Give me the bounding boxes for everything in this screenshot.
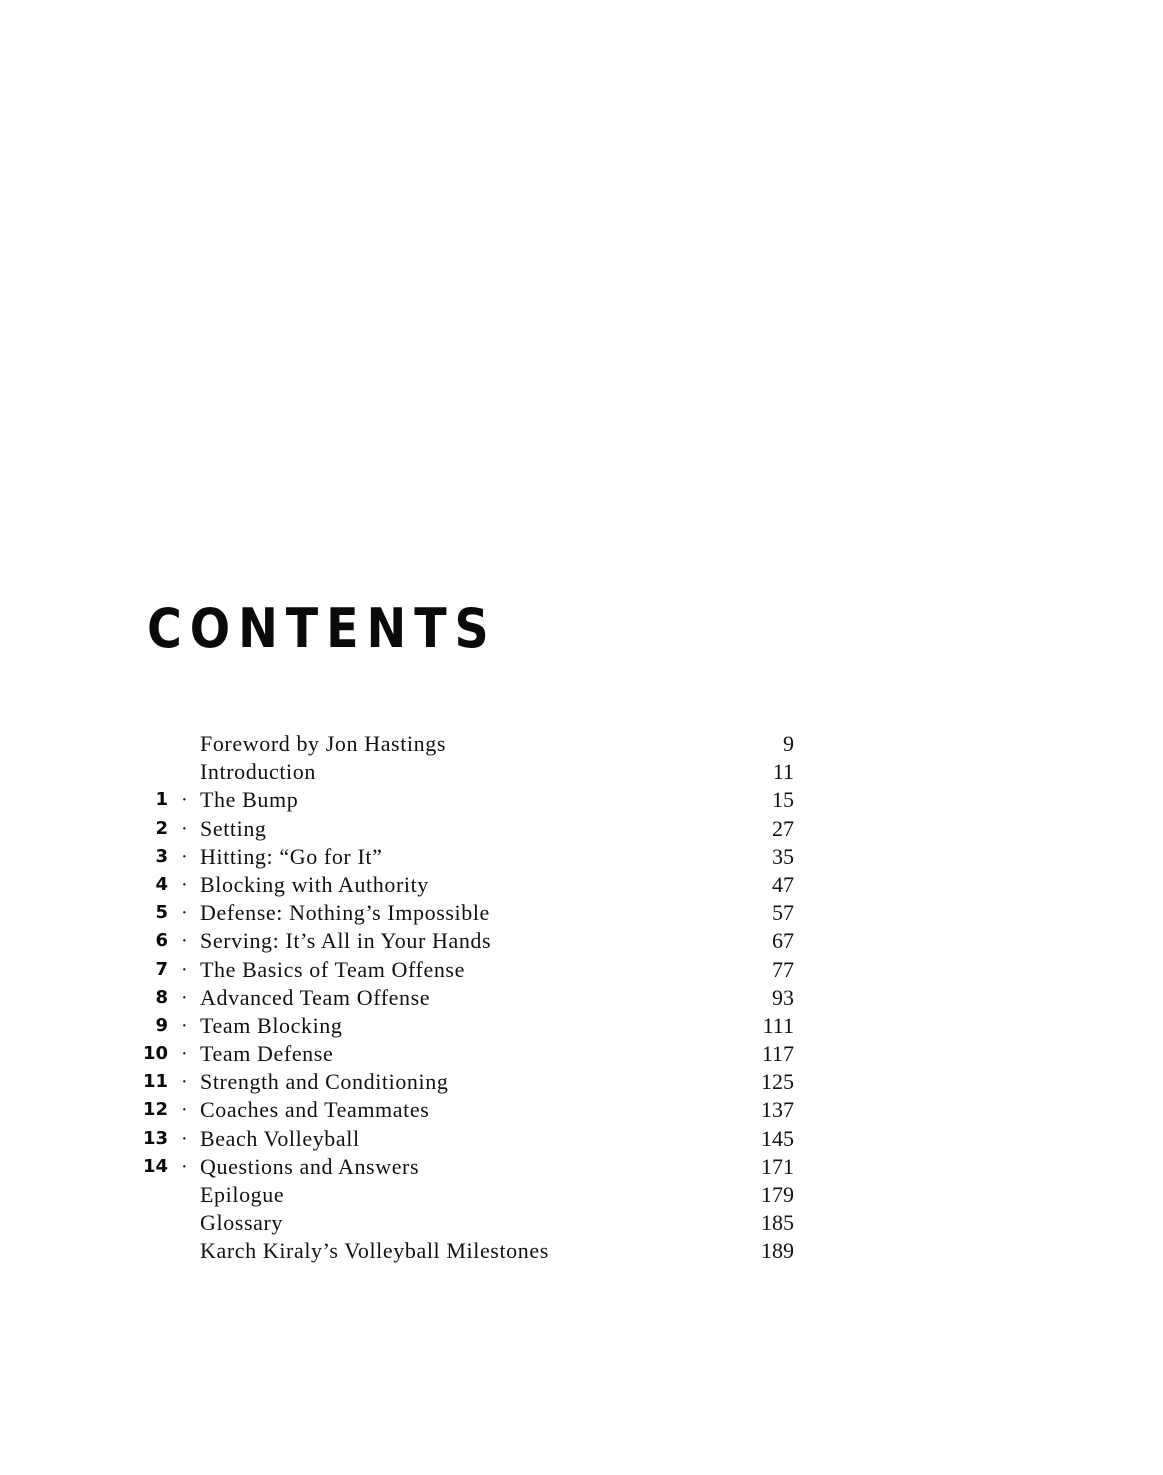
entry-title: Foreword by Jon Hastings bbox=[200, 731, 447, 756]
chapter-number: 6 bbox=[155, 930, 168, 952]
entry-title: Team Defense bbox=[200, 1041, 334, 1067]
entry-title: The Bump bbox=[200, 787, 299, 813]
page-number: 9 bbox=[783, 731, 794, 756]
page-number: 189 bbox=[761, 1238, 794, 1264]
toc-entry bbox=[140, 871, 800, 899]
toc-entry bbox=[140, 1040, 800, 1068]
entry-title: Blocking with Authority bbox=[200, 871, 429, 897]
chapter-number: 4 bbox=[155, 873, 168, 895]
entry-title: Coaches and Teammates bbox=[200, 1097, 430, 1123]
entry-title: Beach Volleyball bbox=[200, 1125, 360, 1151]
entry-title: The Basics of Team Offense bbox=[200, 956, 465, 982]
chapter-number: 13 bbox=[142, 1127, 168, 1149]
page-number: 27 bbox=[772, 815, 794, 841]
page-number: 15 bbox=[772, 787, 794, 813]
bullet-separator: · bbox=[181, 817, 188, 840]
toc-entry bbox=[140, 1068, 800, 1096]
toc-entry bbox=[140, 1237, 800, 1265]
toc-entry bbox=[140, 758, 800, 786]
entry-title: Epilogue bbox=[200, 1182, 285, 1207]
bullet-separator: · bbox=[181, 1014, 188, 1037]
entry-title: Strength and Conditioning bbox=[200, 1069, 449, 1095]
entry-title: Setting bbox=[200, 815, 267, 841]
toc-entry bbox=[140, 730, 800, 758]
entry-title: Advanced Team Offense bbox=[200, 984, 431, 1010]
page-number: 67 bbox=[772, 928, 794, 954]
chapter-number: 12 bbox=[142, 1099, 168, 1121]
bullet-separator: · bbox=[181, 1099, 188, 1122]
chapter-number: 2 bbox=[155, 817, 168, 839]
page-number: 185 bbox=[761, 1210, 794, 1236]
bullet-separator: · bbox=[181, 789, 188, 812]
entry-title: Team Blocking bbox=[200, 1012, 343, 1038]
entry-title: Questions and Answers bbox=[200, 1153, 420, 1179]
chapter-number: 10 bbox=[142, 1043, 168, 1065]
page-number: 179 bbox=[761, 1182, 794, 1207]
bullet-separator: · bbox=[181, 986, 188, 1009]
page-number: 77 bbox=[772, 956, 794, 982]
bullet-separator: · bbox=[181, 1127, 188, 1150]
entry-title: Karch Kiraly’s Volleyball Milestones bbox=[200, 1238, 549, 1264]
toc-entry bbox=[140, 815, 800, 843]
chapter-number: 8 bbox=[155, 986, 168, 1008]
page-number: 11 bbox=[772, 759, 794, 785]
bullet-separator: · bbox=[181, 873, 188, 896]
page-number: 57 bbox=[772, 900, 794, 926]
chapter-number: 5 bbox=[155, 902, 168, 924]
bullet-separator: · bbox=[181, 958, 188, 981]
page-number: 35 bbox=[772, 843, 794, 869]
bullet-separator: · bbox=[181, 1043, 188, 1066]
page-title: CONTENTS bbox=[147, 597, 497, 660]
toc-entry bbox=[140, 984, 800, 1012]
toc-entry bbox=[140, 956, 800, 984]
chapter-number: 7 bbox=[155, 958, 168, 980]
bullet-separator: · bbox=[181, 845, 188, 868]
entry-title: Hitting: “Go for It” bbox=[200, 843, 383, 869]
toc-entry bbox=[140, 899, 800, 927]
page-number: 93 bbox=[772, 984, 794, 1010]
chapter-number: 3 bbox=[155, 845, 168, 867]
toc-entry bbox=[140, 1012, 800, 1040]
entry-title: Serving: It’s All in Your Hands bbox=[200, 928, 492, 954]
bullet-separator: · bbox=[181, 902, 188, 925]
bullet-separator: · bbox=[181, 1071, 188, 1094]
toc-entry bbox=[140, 1181, 800, 1209]
toc-entry bbox=[140, 1209, 800, 1237]
toc-entry bbox=[140, 1153, 800, 1181]
entry-title: Glossary bbox=[200, 1210, 284, 1236]
bullet-separator: · bbox=[181, 930, 188, 953]
bullet-separator: · bbox=[181, 1155, 188, 1178]
chapter-number: 1 bbox=[155, 789, 168, 811]
chapter-number: 9 bbox=[155, 1014, 168, 1036]
chapter-number: 11 bbox=[142, 1071, 168, 1093]
page-number: 171 bbox=[761, 1153, 794, 1179]
table-of-contents bbox=[140, 730, 800, 1266]
toc-entry bbox=[140, 843, 800, 871]
page-number: 47 bbox=[772, 871, 794, 897]
entry-title: Introduction bbox=[200, 759, 316, 785]
page-number: 117 bbox=[761, 1041, 794, 1067]
toc-entry bbox=[140, 1125, 800, 1153]
page-number: 111 bbox=[762, 1012, 794, 1038]
page-number: 145 bbox=[761, 1125, 794, 1151]
toc-entry bbox=[140, 786, 800, 814]
chapter-number: 14 bbox=[142, 1155, 168, 1177]
page-number: 125 bbox=[761, 1069, 794, 1095]
entry-title: Defense: Nothing’s Impossible bbox=[200, 900, 490, 926]
page-number: 137 bbox=[761, 1097, 794, 1123]
toc-entry bbox=[140, 1096, 800, 1124]
toc-entry bbox=[140, 927, 800, 955]
